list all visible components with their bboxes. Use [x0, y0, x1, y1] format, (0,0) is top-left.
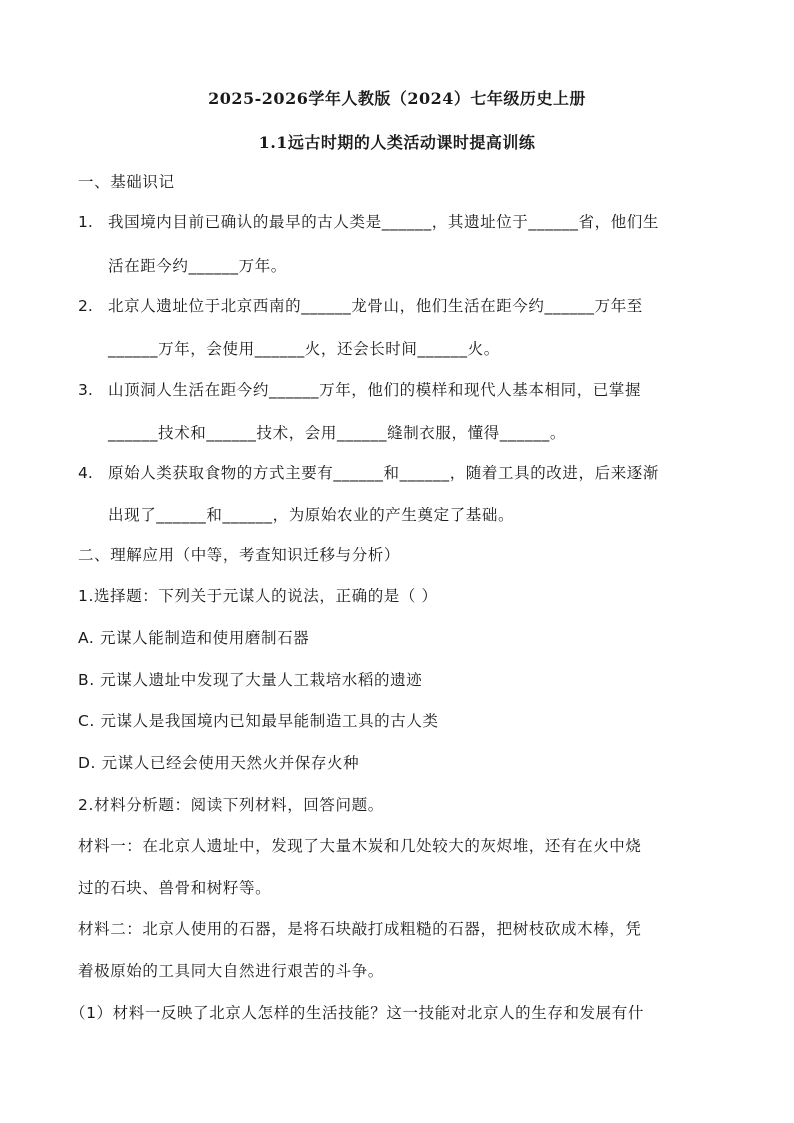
- q1-option-d: D. 元谋人已经会使用天然火并保存火种: [78, 754, 360, 772]
- material1-line2: 过的石块、兽骨和树籽等。: [78, 879, 272, 897]
- item3-line2: ______技术和______技术，会用______缝制衣服，懂得______。: [108, 424, 567, 442]
- item4-number: 4.: [78, 464, 93, 482]
- q1-stem: 1.选择题：下列关于元谋人的说法，正确的是（ ）: [78, 587, 438, 605]
- item4-line2: 出现了______和______，为原始农业的产生奠定了基础。: [108, 506, 515, 524]
- section2-heading: 二、理解应用（中等，考查知识迁移与分析）: [78, 546, 401, 564]
- document-subtitle: 1.1远古时期的人类活动课时提高训练: [258, 133, 536, 152]
- item4-line1: 原始人类获取食物的方式主要有______和______，随着工具的改进，后来逐渐: [108, 464, 660, 482]
- material2-line1: 材料二：北京人使用的石器，是将石块敲打成粗糙的石器，把树枝砍成木棒，凭: [78, 920, 642, 938]
- item2-line1: 北京人遗址位于北京西南的______龙骨山，他们生活在距今约______万年至: [108, 297, 643, 315]
- q2-stem: 2.材料分析题：阅读下列材料，回答问题。: [78, 796, 384, 814]
- section1-heading: 一、基础识记: [78, 173, 175, 191]
- item3-line1: 山顶洞人生活在距今约______万年，他们的模样和现代人基本相同，已掌握: [108, 381, 642, 399]
- q2-sub1: （1）材料一反映了北京人怎样的生活技能？这一技能对北京人的生存和发展有什: [70, 1004, 644, 1022]
- q1-option-b: B. 元谋人遗址中发现了大量人工栽培水稻的遗迹: [78, 671, 423, 689]
- document-title: 2025-2026学年人教版（2024）七年级历史上册: [208, 89, 586, 108]
- material1-line1: 材料一：在北京人遗址中，发现了大量木炭和几处较大的灰烬堆，还有在火中烧: [78, 837, 642, 855]
- item2-number: 2.: [78, 297, 93, 315]
- item3-number: 3.: [78, 381, 93, 399]
- q1-option-a: A. 元谋人能制造和使用磨制石器: [78, 629, 310, 647]
- item1-number: 1.: [78, 213, 93, 231]
- item1-line1: 我国境内目前已确认的最早的古人类是______，其遗址位于______省，他们生: [108, 213, 660, 231]
- q1-option-c: C. 元谋人是我国境内已知最早能制造工具的古人类: [78, 712, 439, 730]
- material2-line2: 着极原始的工具同大自然进行艰苦的斗争。: [78, 962, 384, 980]
- item1-line2: 活在距今约______万年。: [108, 257, 287, 275]
- item2-line2: ______万年，会使用______火，还会长时间______火。: [108, 340, 500, 358]
